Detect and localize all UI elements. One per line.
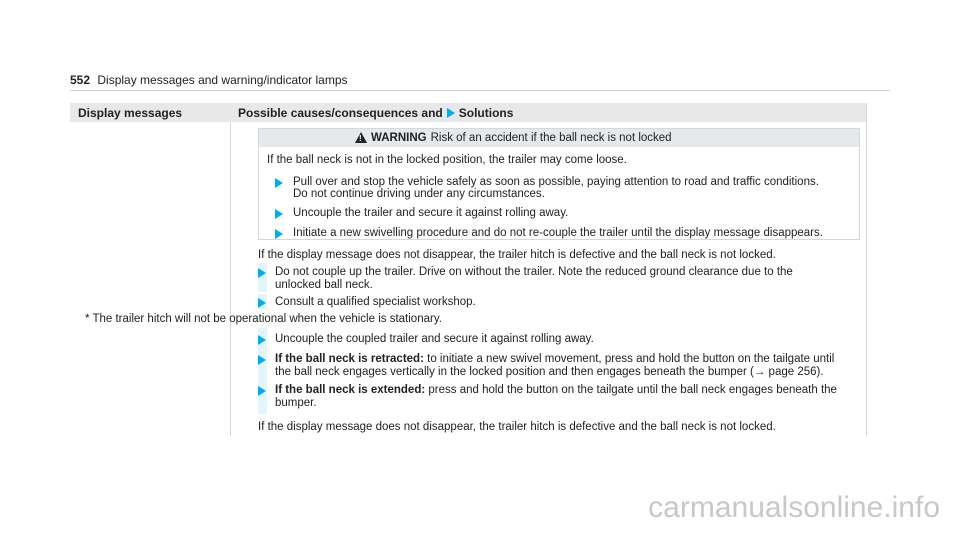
section2-step-3b: bumper. xyxy=(275,397,317,409)
step-arrow-icon xyxy=(275,229,283,239)
step-arrow-icon xyxy=(258,386,266,396)
retracted-label: If the ball neck is retracted: xyxy=(275,353,424,365)
table-right-border xyxy=(866,103,867,436)
warning-step-1: Pull over and stop the vehicle safely as soon as possible, paying attention to road and traffic conditions. xyxy=(293,176,819,188)
retracted-text: to initiate a new swivel movement, press and hold the button on the tailgate until xyxy=(427,353,835,365)
warning-text: Risk of an accident if the ball neck is not locked xyxy=(430,132,672,144)
step-arrow-icon xyxy=(275,178,283,188)
section2-step-2b: the ball neck engages vertically in the locked position and then engages beneath the bumper (→ page 256). xyxy=(275,366,824,378)
step-arrow-icon xyxy=(275,209,283,219)
header-divider xyxy=(70,90,890,91)
step-arrow-icon xyxy=(258,268,266,278)
extended-text: press and hold the button on the tailgate until the ball neck engages beneath the xyxy=(428,384,837,396)
section2-step-1: Uncouple the coupled trailer and secure it against rolling away. xyxy=(275,333,594,345)
solution-arrow-icon xyxy=(447,108,455,118)
col-causes-label: Possible causes/consequences and xyxy=(238,106,443,120)
warning-label: WARNING xyxy=(371,132,427,144)
page-header xyxy=(70,73,348,87)
section2-outro: If the display message does not disappear, the trailer hitch is defective and the ball neck is not locked. xyxy=(258,421,776,433)
col-solutions-label: Solutions xyxy=(458,106,514,120)
section2-step-3 xyxy=(275,383,837,397)
col-causes-header xyxy=(238,106,513,120)
warning-box xyxy=(258,128,860,240)
warning-triangle-icon xyxy=(355,132,367,143)
warning-title xyxy=(371,132,672,144)
page-number: 552 xyxy=(70,73,91,87)
step-arrow-icon xyxy=(258,298,266,308)
watermark: carmanualsonline.info xyxy=(648,491,940,524)
step-arrow-icon xyxy=(258,335,266,345)
warning-step-1b: Do not continue driving under any circumstances. xyxy=(293,188,545,200)
section2-step-2 xyxy=(275,352,834,366)
extended-label: If the ball neck is extended: xyxy=(275,384,426,396)
column-divider xyxy=(230,122,231,436)
section1-step-2: Consult a qualified specialist workshop. xyxy=(275,296,476,308)
col-display-messages-header: Display messages xyxy=(78,106,183,120)
section1-intro: If the display message does not disappear, the trailer hitch is defective and the ball neck is not locked. xyxy=(258,249,776,261)
footnote-star: * The trailer hitch will not be operational when the vehicle is stationary. xyxy=(85,313,442,325)
warning-step-2: Uncouple the trailer and secure it against rolling away. xyxy=(293,207,569,219)
section1-step-1: Do not couple up the trailer. Drive on without the trailer. Note the reduced ground clearance due to the xyxy=(275,266,793,278)
table-header xyxy=(70,103,866,122)
page-title: Display messages and warning/indicator lamps xyxy=(97,73,348,87)
warning-step-3: Initiate a new swivelling procedure and do not re-couple the trailer until the display message disappears. xyxy=(293,227,823,239)
step-arrow-icon xyxy=(258,355,266,365)
warning-intro: If the ball neck is not in the locked position, the trailer may come loose. xyxy=(267,154,627,166)
section1-step-1b: unlocked ball neck. xyxy=(275,279,373,291)
warning-header xyxy=(259,129,859,147)
